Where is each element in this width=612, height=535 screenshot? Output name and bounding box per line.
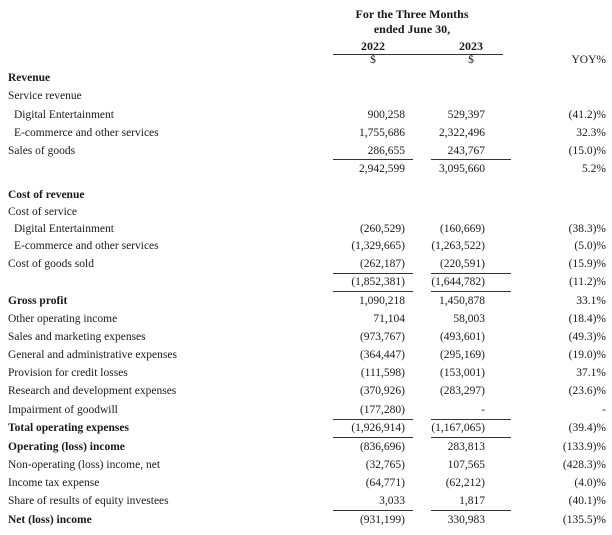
currency-2022: $ [370, 54, 376, 66]
row-label-operating-income: Operating (loss) income [8, 441, 125, 453]
cell-value-2023: (1,263,522) [431, 240, 485, 252]
cell-yoy: (39.4)% [568, 422, 606, 434]
cell-yoy: (15.9)% [568, 258, 606, 270]
row-label-other-operating-income: Other operating income [8, 313, 118, 325]
row-label-research-development: Research and development expenses [8, 385, 177, 397]
cell-value-2023: 58,003 [453, 313, 485, 325]
cell-value-2022: (111,598) [360, 367, 405, 379]
cell-value-2023: 1,817 [459, 495, 485, 507]
cell-value-2022: (931,199) [359, 514, 405, 526]
cell-value-2022: 1,090,218 [359, 295, 405, 307]
subtotal-rule [431, 159, 511, 160]
cell-value-2022: 1,755,686 [359, 127, 405, 139]
revenue-total-2023: 3,095,660 [439, 163, 485, 175]
row-label-total-operating-expenses: Total operating expenses [8, 422, 129, 434]
row-label-cost-of-service: Cost of service [8, 206, 77, 218]
subtotal-rule [431, 419, 511, 420]
cell-value-2023: (220,591) [439, 258, 485, 270]
subtotal-rule [333, 419, 413, 420]
cell-value-2023: (295,169) [439, 349, 485, 361]
revenue-total-2022: 2,942,599 [359, 163, 405, 175]
cell-value-2023: - [481, 404, 485, 416]
cell-yoy: 32.3% [576, 127, 606, 139]
cell-value-2022: (1,926,914) [351, 422, 405, 434]
subtotal-rule [431, 291, 511, 292]
cell-yoy: (4.0)% [574, 477, 606, 489]
cell-yoy: (15.0)% [568, 145, 606, 157]
cell-value-2022: 3,033 [379, 495, 405, 507]
cost-total-2023: (1,644,782) [431, 276, 485, 288]
cell-value-2023: (153,001) [439, 367, 485, 379]
cell-value-2022: (262,187) [359, 258, 405, 270]
cell-value-2022: (260,529) [359, 223, 405, 235]
subtotal-rule [333, 291, 413, 292]
row-label-non-operating-income: Non-operating (loss) income, net [8, 459, 161, 471]
cell-value-2023: 330,983 [447, 514, 485, 526]
cell-yoy: 33.1% [576, 295, 606, 307]
row-label-sales-of-goods: Sales of goods [8, 145, 76, 157]
subtotal-rule [333, 437, 413, 438]
subtotal-rule [333, 159, 413, 160]
row-label-ecommerce: E-commerce and other services [14, 127, 159, 139]
row-label-general-admin: General and administrative expenses [8, 349, 177, 361]
row-label-revenue: Revenue [8, 72, 51, 84]
row-label-ecommerce-cost: E-commerce and other services [14, 240, 159, 252]
cell-value-2023: (283,297) [439, 385, 485, 397]
cell-value-2022: (370,926) [359, 385, 405, 397]
cost-total-yoy: (11.2)% [569, 276, 606, 288]
cell-value-2022: (973,767) [359, 331, 405, 343]
row-label-impairment-goodwill: Impairment of goodwill [8, 404, 118, 416]
period-header-line1: For the Three Months [355, 7, 469, 21]
cell-yoy: (49.3)% [568, 331, 606, 343]
cell-value-2023: 2,322,496 [439, 127, 485, 139]
cell-value-2023: (1,167,065) [431, 422, 485, 434]
row-label-digital-entertainment: Digital Entertainment [14, 109, 114, 121]
subtotal-rule [431, 437, 511, 438]
cell-yoy: 37.1% [576, 367, 606, 379]
cell-value-2023: 529,397 [447, 109, 485, 121]
cell-value-2022: (177,280) [359, 404, 405, 416]
cell-yoy: (38.3)% [568, 223, 606, 235]
cell-value-2022: (32,765) [365, 459, 405, 471]
cell-value-2023: (493,601) [439, 331, 485, 343]
subtotal-rule [431, 510, 511, 511]
cell-yoy: (135.5)% [562, 514, 606, 526]
subtotal-rule [333, 273, 413, 274]
cell-yoy: (133.9)% [562, 441, 606, 453]
row-label-share-equity-investees: Share of results of equity investees [8, 495, 169, 507]
cell-yoy: - [602, 404, 606, 416]
subtotal-rule [333, 510, 413, 511]
row-label-gross-profit: Gross profit [8, 295, 68, 307]
yoy-header: YOY% [571, 54, 606, 66]
row-label-income-tax-expense: Income tax expense [8, 477, 100, 489]
cell-value-2023: (62,212) [445, 477, 485, 489]
revenue-total-yoy: 5.2% [582, 163, 606, 175]
year-2022-header: 2022 [361, 39, 385, 53]
cell-value-2022: (64,771) [365, 477, 405, 489]
cell-value-2023: (160,669) [439, 223, 485, 235]
year-2023-header: 2023 [459, 39, 483, 53]
cell-yoy: (41.2)% [568, 109, 606, 121]
cell-value-2022: 71,104 [373, 313, 405, 325]
cell-value-2023: 1,450,878 [439, 295, 485, 307]
row-label-sales-marketing: Sales and marketing expenses [8, 331, 146, 343]
cell-value-2023: 283,813 [447, 441, 485, 453]
cell-value-2023: 243,767 [447, 145, 485, 157]
cell-yoy: (23.6)% [568, 385, 606, 397]
row-label-service-revenue: Service revenue [8, 90, 82, 102]
row-label-cost-of-revenue: Cost of revenue [8, 189, 85, 201]
period-header-line2: ended June 30, [373, 22, 451, 36]
cell-yoy: (5.0)% [574, 240, 606, 252]
row-label-digital-entertainment-cost: Digital Entertainment [14, 223, 114, 235]
row-label-provision-credit-losses: Provision for credit losses [8, 367, 128, 379]
cell-yoy: (40.1)% [568, 495, 606, 507]
cell-yoy: (18.4)% [568, 313, 606, 325]
cell-value-2023: 107,565 [447, 459, 485, 471]
cell-yoy: (428.3)% [562, 459, 606, 471]
cell-value-2022: (1,329,665) [351, 240, 405, 252]
cell-value-2022: (836,696) [359, 441, 405, 453]
cell-yoy: (19.0)% [568, 349, 606, 361]
cost-total-2022: (1,852,381) [351, 276, 405, 288]
subtotal-rule [431, 273, 511, 274]
cell-value-2022: 900,258 [367, 109, 405, 121]
row-label-net-income: Net (loss) income [8, 514, 92, 526]
cell-value-2022: (364,447) [359, 349, 405, 361]
currency-2023: $ [468, 54, 474, 66]
cell-value-2022: 286,655 [367, 145, 405, 157]
row-label-cost-of-goods-sold: Cost of goods sold [8, 258, 94, 270]
